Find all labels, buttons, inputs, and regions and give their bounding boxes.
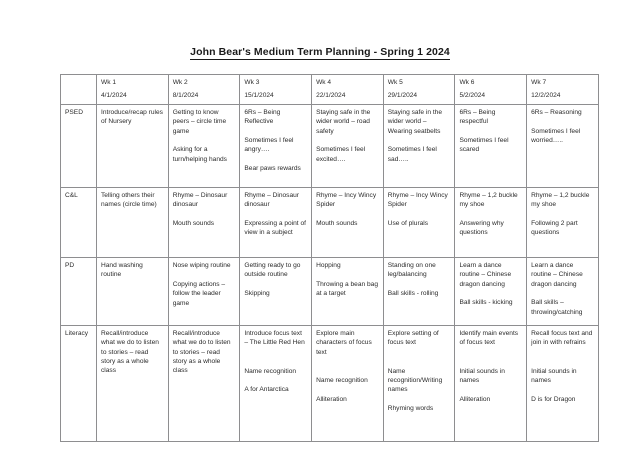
week-number-label: Wk 3 xyxy=(244,79,260,86)
activity-spacer xyxy=(388,395,451,404)
week-date-label: 22/1/2024 xyxy=(316,91,346,99)
activity-spacer xyxy=(459,357,522,366)
activity-text: Rhyme – Dinosaur dinosaur xyxy=(244,192,299,209)
activity-text: Use of plurals xyxy=(387,220,429,228)
activity-spacer xyxy=(316,210,379,219)
activity-text: Recall focus text and join in with refrains xyxy=(531,330,593,347)
activity-text: Rhyme – Dinosaur dinosaur xyxy=(172,192,228,209)
activity-text: Sometimes I feel scared xyxy=(459,137,509,154)
medium-term-planning-table xyxy=(60,74,599,442)
table-header xyxy=(61,75,599,105)
activity-cell xyxy=(383,326,455,442)
activity-spacer xyxy=(173,270,236,279)
activity-text: Ball skills – throwing/catching xyxy=(531,299,583,316)
activity-cell xyxy=(312,258,384,326)
activity-cell xyxy=(312,188,384,258)
activity-text: Ball skills - rolling xyxy=(387,290,439,298)
activity-text: Learn a dance routine – Chinese dragon dancing xyxy=(459,262,512,288)
activity-cell xyxy=(527,258,599,326)
activity-spacer xyxy=(459,385,522,394)
activity-spacer xyxy=(316,385,379,394)
week-number-label: Wk 6 xyxy=(459,79,475,86)
activity-text: Telling others their names (circle time) xyxy=(101,192,157,209)
table-row xyxy=(61,258,599,326)
activity-spacer xyxy=(388,210,451,219)
week-number-label: Wk 4 xyxy=(316,79,332,86)
activity-spacer xyxy=(244,348,307,357)
activity-text: D is for Dragon xyxy=(531,395,576,403)
activity-cell xyxy=(383,105,455,188)
activity-cell xyxy=(527,105,599,188)
activity-spacer xyxy=(388,348,451,357)
activity-text: Rhyme – Incy Wincy Spider xyxy=(316,192,377,209)
activity-text: Rhyme – 1,2 buckle my shoe xyxy=(459,192,518,209)
area-label-literacy: Literacy xyxy=(61,326,97,442)
week-date-label: 8/1/2024 xyxy=(172,91,199,99)
activity-text: Learn a dance routine – Chinese dragon dancing xyxy=(531,262,583,288)
activity-spacer xyxy=(459,289,522,298)
week-header-cell-2 xyxy=(168,75,240,105)
activity-text: Staying safe in the wider world – Wearing seatbelts xyxy=(387,109,443,135)
activity-cell xyxy=(168,105,240,188)
week-number-label: Wk 1 xyxy=(101,79,117,86)
activity-spacer xyxy=(531,385,594,394)
activity-cell xyxy=(455,258,527,326)
activity-text: Rhyme – 1,2 buckle my shoe xyxy=(531,192,590,209)
activity-text: Sometimes I feel worried….. xyxy=(531,127,581,145)
activity-spacer xyxy=(316,136,379,145)
activity-text: Sometimes I feel sad….. xyxy=(387,146,437,163)
activity-spacer xyxy=(316,357,379,366)
activity-spacer xyxy=(459,348,522,357)
activity-cell xyxy=(240,326,312,442)
activity-cell xyxy=(97,188,169,258)
page-title xyxy=(0,46,640,58)
activity-spacer xyxy=(244,127,307,136)
activity-spacer xyxy=(388,357,451,366)
week-number-label: Wk 5 xyxy=(387,79,403,86)
activity-text: Getting ready to go outside routine xyxy=(244,262,301,279)
activity-text: Rhyming words xyxy=(387,404,434,412)
activity-cell xyxy=(312,105,384,188)
activity-spacer xyxy=(244,376,307,385)
activity-text: Recall/introduce what we do to listen to stories – read story as a whole class xyxy=(172,330,231,375)
table-row xyxy=(61,188,599,258)
area-label-pd: PD xyxy=(61,258,97,326)
activity-spacer xyxy=(316,366,379,375)
week-header-cell-1 xyxy=(97,75,169,105)
activity-text: Name recognition xyxy=(244,367,297,375)
activity-cell xyxy=(455,326,527,442)
page-title-text: John Bear's Medium Term Planning - Spring 1 2024 xyxy=(190,46,450,58)
activity-spacer xyxy=(531,348,594,357)
activity-text: Skipping xyxy=(244,290,270,298)
activity-cell xyxy=(97,105,169,188)
week-header-cell-7 xyxy=(527,75,599,105)
activity-text: 6Rs – Reasoning xyxy=(531,109,582,116)
table-row xyxy=(61,326,599,442)
activity-cell xyxy=(240,258,312,326)
activity-text: Mouth sounds xyxy=(316,220,358,228)
activity-text: Mouth sounds xyxy=(172,220,215,228)
activity-text: Ball skills - kicking xyxy=(459,299,513,307)
activity-text: Initial sounds in names xyxy=(459,367,505,384)
activity-text: Getting to know peers – circle time game xyxy=(172,109,227,135)
activity-text: Throwing a bean bag at a target xyxy=(316,280,379,298)
table-header-row xyxy=(61,75,599,105)
activity-spacer xyxy=(244,155,307,164)
activity-text: Explore setting of focus text xyxy=(387,330,439,347)
week-date-label: 29/1/2024 xyxy=(387,91,418,99)
activity-text: Bear paws rewards xyxy=(244,165,301,173)
activity-text: Standing on one leg/balancing xyxy=(387,262,436,279)
activity-spacer xyxy=(244,210,307,219)
activity-cell xyxy=(168,326,240,442)
activity-text: Identify main events of focus text xyxy=(459,330,519,347)
table-row xyxy=(61,105,599,188)
activity-text: Sometimes I feel excited…. xyxy=(316,146,366,163)
activity-cell xyxy=(168,188,240,258)
table-corner-cell xyxy=(61,75,97,105)
activity-spacer xyxy=(244,357,307,366)
activity-text: Rhyme – Incy Wincy Spider xyxy=(387,192,448,209)
activity-text: Introduce/recap rules of Nursery xyxy=(101,109,163,126)
activity-text: Initial sounds in names xyxy=(531,367,577,384)
activity-cell xyxy=(383,258,455,326)
activity-cell xyxy=(455,188,527,258)
activity-spacer xyxy=(531,117,594,126)
activity-spacer xyxy=(459,210,522,219)
activity-spacer xyxy=(388,280,451,289)
week-header-cell-5 xyxy=(383,75,455,105)
activity-text: Alliteration xyxy=(316,395,347,403)
activity-text: Name recognition/Writing names xyxy=(387,367,443,394)
activity-text: Staying safe in the wider world – road safety xyxy=(316,109,371,135)
week-number-label: Wk 7 xyxy=(531,79,547,86)
activity-cell xyxy=(168,258,240,326)
activity-spacer xyxy=(316,270,379,279)
activity-text: Expressing a point of view in a subject xyxy=(244,220,306,237)
activity-spacer xyxy=(531,357,594,366)
activity-spacer xyxy=(244,280,307,289)
activity-text: Copying actions – follow the leader game xyxy=(172,280,226,307)
activity-text: Answering why questions xyxy=(459,220,504,237)
activity-text: Following 2 part questions xyxy=(531,220,578,237)
activity-text: Alliteration xyxy=(459,395,491,403)
week-date-label: 5/2/2024 xyxy=(459,91,486,99)
activity-cell xyxy=(240,105,312,188)
activity-cell xyxy=(527,188,599,258)
week-header-cell-6 xyxy=(455,75,527,105)
activity-cell xyxy=(527,326,599,442)
area-label-psed: PSED xyxy=(61,105,97,188)
activity-text: Hopping xyxy=(316,262,341,269)
activity-spacer xyxy=(459,127,522,136)
activity-text: Explore main characters of focus text xyxy=(316,330,372,356)
activity-cell xyxy=(455,105,527,188)
activity-text: Asking for a turn/helping hands xyxy=(172,146,227,163)
week-date-label: 4/1/2024 xyxy=(101,91,127,99)
area-label-c-l: C&L xyxy=(61,188,97,258)
activity-cell xyxy=(97,326,169,442)
activity-spacer xyxy=(388,136,451,145)
activity-cell xyxy=(312,326,384,442)
week-date-label: 12/2/2024 xyxy=(531,91,561,99)
activity-spacer xyxy=(173,136,236,145)
activity-text: Recall/introduce what we do to listen to stories – read story as a whole class xyxy=(101,330,159,375)
activity-spacer xyxy=(531,289,594,298)
activity-cell xyxy=(240,188,312,258)
activity-text: Introduce focus text – The Little Red Hen xyxy=(244,330,305,347)
activity-text: Hand washing routine xyxy=(101,262,143,279)
table-body xyxy=(61,105,599,442)
activity-text: A for Antarctica xyxy=(244,386,289,394)
week-date-label: 15/1/2024 xyxy=(244,91,274,99)
activity-cell xyxy=(383,188,455,258)
activity-cell xyxy=(97,258,169,326)
week-header-cell-3 xyxy=(240,75,312,105)
activity-text: 6Rs – Being Reflective xyxy=(244,109,281,126)
activity-text: Sometimes I feel angry…. xyxy=(244,137,294,154)
activity-text: 6Rs – Being respectful xyxy=(459,109,496,126)
activity-spacer xyxy=(173,210,236,219)
activity-text: Name recognition xyxy=(316,376,368,384)
week-header-cell-4 xyxy=(312,75,384,105)
activity-text: Nose wiping routine xyxy=(172,262,231,269)
activity-spacer xyxy=(531,210,594,219)
week-number-label: Wk 2 xyxy=(172,79,188,86)
